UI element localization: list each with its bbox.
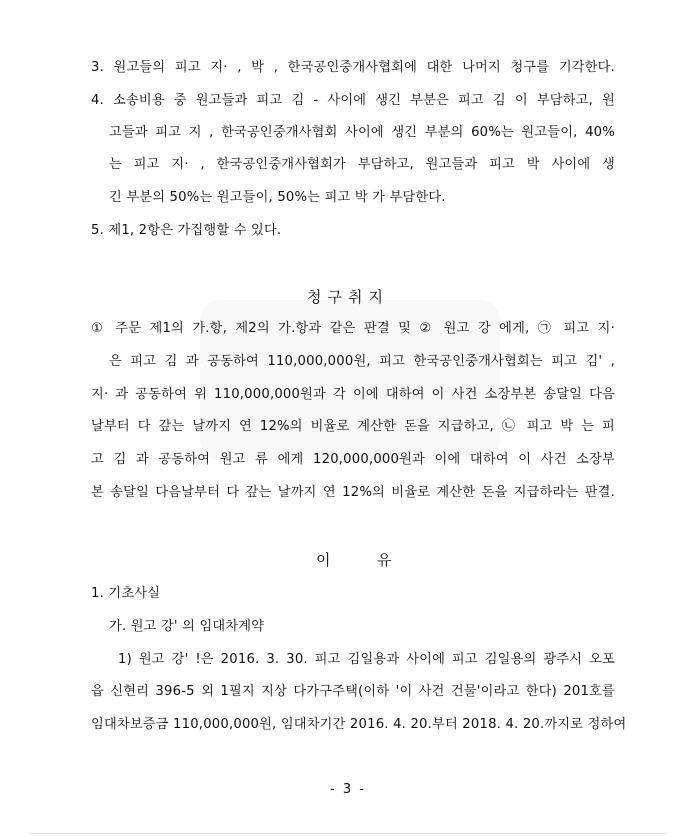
body-line-3: 임대차보증금 110,000,000원, 임대차기간 2016. 4. 20.부터 2018. 4. 20.까지로 정하여: [91, 717, 627, 732]
claim-line-5: 고 김 과 공동하여 원고 류 에게 120,000,000원과 이에 대하여 이 사건 소장부: [91, 452, 615, 467]
claim-line-4: 날부터 다 갚는 날까지 연 12%의 비율로 계산한 돈을 지급하고, ㉡ 피고 박 는 피: [91, 419, 615, 434]
body-line-2: 읍 신현리 396-5 외 1필지 지상 다가구주택(이하 '이 사건 건물'이라고 한다) 201호를: [91, 684, 615, 699]
claim-heading: 청구취지: [307, 288, 389, 306]
disposition-item-5: 5. 제1, 2항은 가집행할 수 있다.: [91, 223, 282, 238]
subsection-a-title: 가. 원고 강' 의 임대차계약: [109, 619, 265, 634]
disposition-item-4-line-1: 4. 소송비용 중 원고들과 피고 김 - 사이에 생긴 부분은 피고 김 이 부담하고, 원: [91, 93, 615, 108]
disposition-item-3: 3. 원고들의 피고 지· , 박 , 한국공인중개사협회에 대한 나머지 청구를 기각한다.: [91, 60, 615, 75]
claim-line-2: 은 피고 김 과 공동하여 110,000,000원, 피고 한국공인중개사협회는 피고 김' ,: [109, 354, 615, 369]
footer-divider: [30, 833, 666, 834]
page-number: - 3 -: [330, 782, 366, 797]
section-1-title: 1. 기초사실: [91, 586, 161, 601]
reasons-heading-left: 이: [316, 551, 331, 569]
claim-line-1: ① 주문 제1의 가.항, 제2의 가.항과 같은 판결 및 ② 원고 강 에게, ㉠ 피고 지·: [91, 321, 615, 336]
disposition-item-4-line-4: 긴 부분의 50%는 원고들이, 50%는 피고 박 가 부담한다.: [109, 190, 446, 205]
reasons-heading-right: 유: [377, 551, 392, 569]
claim-line-6: 본 송달일 다음날부터 다 갚는 날까지 연 12%의 비율로 계산한 돈을 지급하라는 판결.: [91, 485, 615, 500]
body-line-1: 1) 원고 강' !은 2016. 3. 30. 피고 김일용과 사이에 피고 김일용의 광주시 오포: [118, 652, 615, 667]
disposition-item-4-line-3: 는 피고 지· , 한국공인중개사협회가 부담하고, 원고들과 피고 박 사이에 생: [109, 157, 615, 172]
disposition-item-4-line-2: 고들과 피고 지 , 한국공인중개사협회 사이에 생긴 부분의 60%는 원고들이, 40%: [109, 125, 615, 140]
claim-line-3: 지· 과 공동하여 위 110,000,000원과 각 이에 대하여 이 사건 소장부본 송달일 다음: [91, 387, 615, 402]
